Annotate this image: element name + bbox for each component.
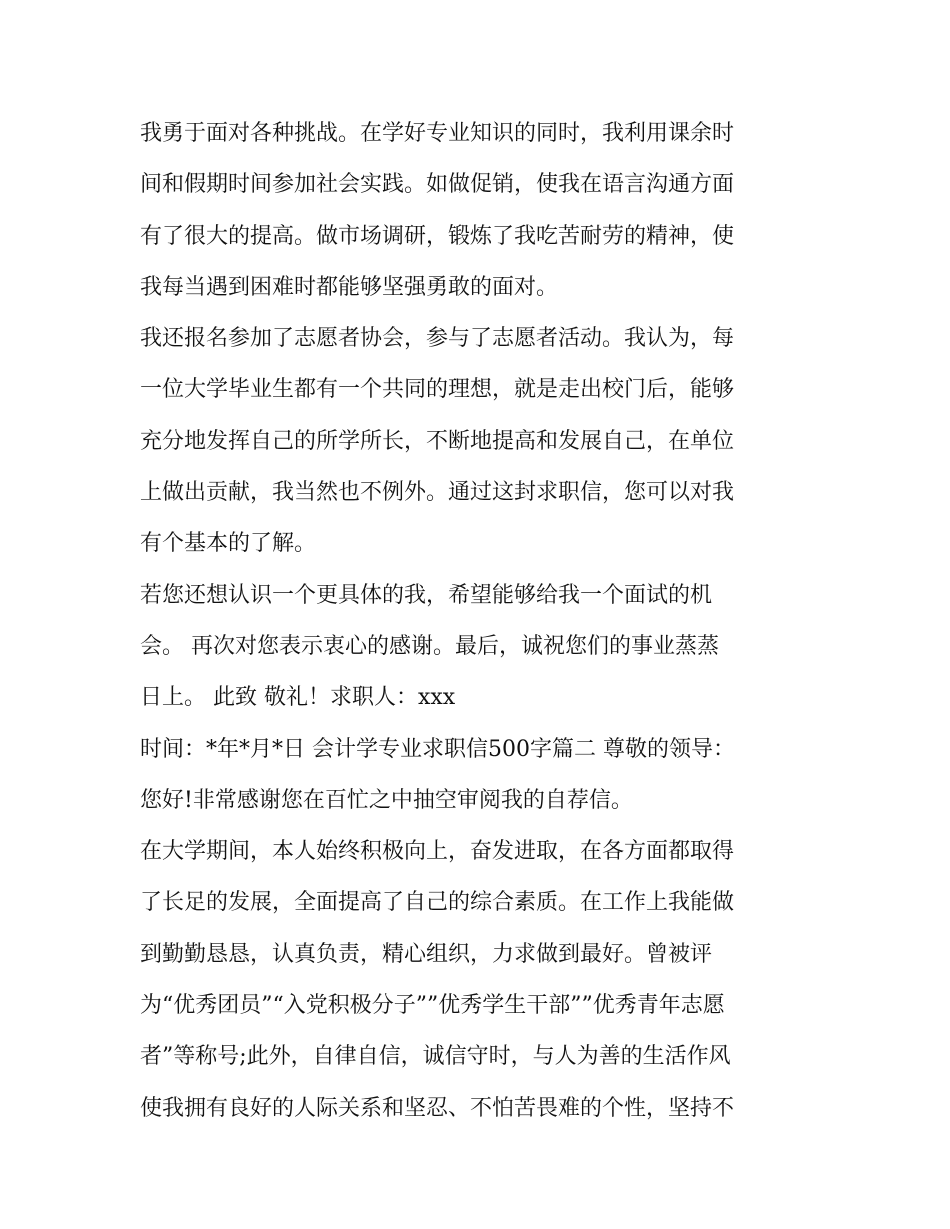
text-line: 我勇于面对各种挑战。在学好专业知识的同时，我利用课余时 bbox=[140, 121, 735, 146]
text-line: 会。 再次对您表示衷心的感谢。最后，诚祝您们的事业蒸蒸 bbox=[140, 633, 719, 659]
text-line: 我每当遇到困难时都能够坚强勇敢的面对。 bbox=[140, 274, 559, 300]
text-line: 时间：*年*月*日 会计学专业求职信500字篇二 尊敬的领导： bbox=[140, 736, 735, 762]
text-line: 到勤勤恳恳，认真负责，精心组织，力求做到最好。曾被评 bbox=[140, 941, 713, 967]
text-line: 有个基本的了解。 bbox=[140, 531, 317, 557]
text-line: 使我拥有良好的人际关系和坚忍、不怕苦畏难的个性，坚持不 bbox=[140, 1095, 735, 1121]
text-line: 在大学期间，本人始终积极向上，奋发进取，在各方面都取得 bbox=[140, 839, 735, 865]
text-line: 充分地发挥自己的所学所长，不断地提高和发展自己，在单位 bbox=[140, 428, 735, 454]
text-line: 间和假期时间参加社会实践。如做促销，使我在语言沟通方面 bbox=[140, 172, 735, 198]
text-line: 您好!非常感谢您在百忙之中抽空审阅我的自荐信。 bbox=[140, 787, 633, 813]
text-line: 我还报名参加了志愿者协会，参与了志愿者活动。我认为，每 bbox=[140, 326, 735, 352]
text-line: 为“优秀团员”“入党积极分子””优秀学生干部””优秀青年志愿 bbox=[140, 993, 725, 1019]
text-line: 有了很大的提高。做市场调研，锻炼了我吃苦耐劳的精神，使 bbox=[140, 223, 735, 249]
text-line: 若您还想认识一个更具体的我，希望能够给我一个面试的机 bbox=[140, 582, 713, 608]
text-line: 者”等称号;此外，自律自信，诚信守时，与人为善的生活作风 bbox=[140, 1044, 731, 1070]
letter-body bbox=[140, 108, 820, 1134]
text-line: 上做出贡献，我当然也不例外。通过这封求职信，您可以对我 bbox=[140, 480, 735, 506]
text-line: 了长足的发展，全面提高了自己的综合素质。在工作上我能做 bbox=[140, 890, 735, 916]
text-line: 一位大学毕业生都有一个共同的理想，就是走出校门后，能够 bbox=[140, 377, 735, 403]
text-line: 日上。 此致 敬礼！求职人：xxx bbox=[140, 685, 456, 711]
